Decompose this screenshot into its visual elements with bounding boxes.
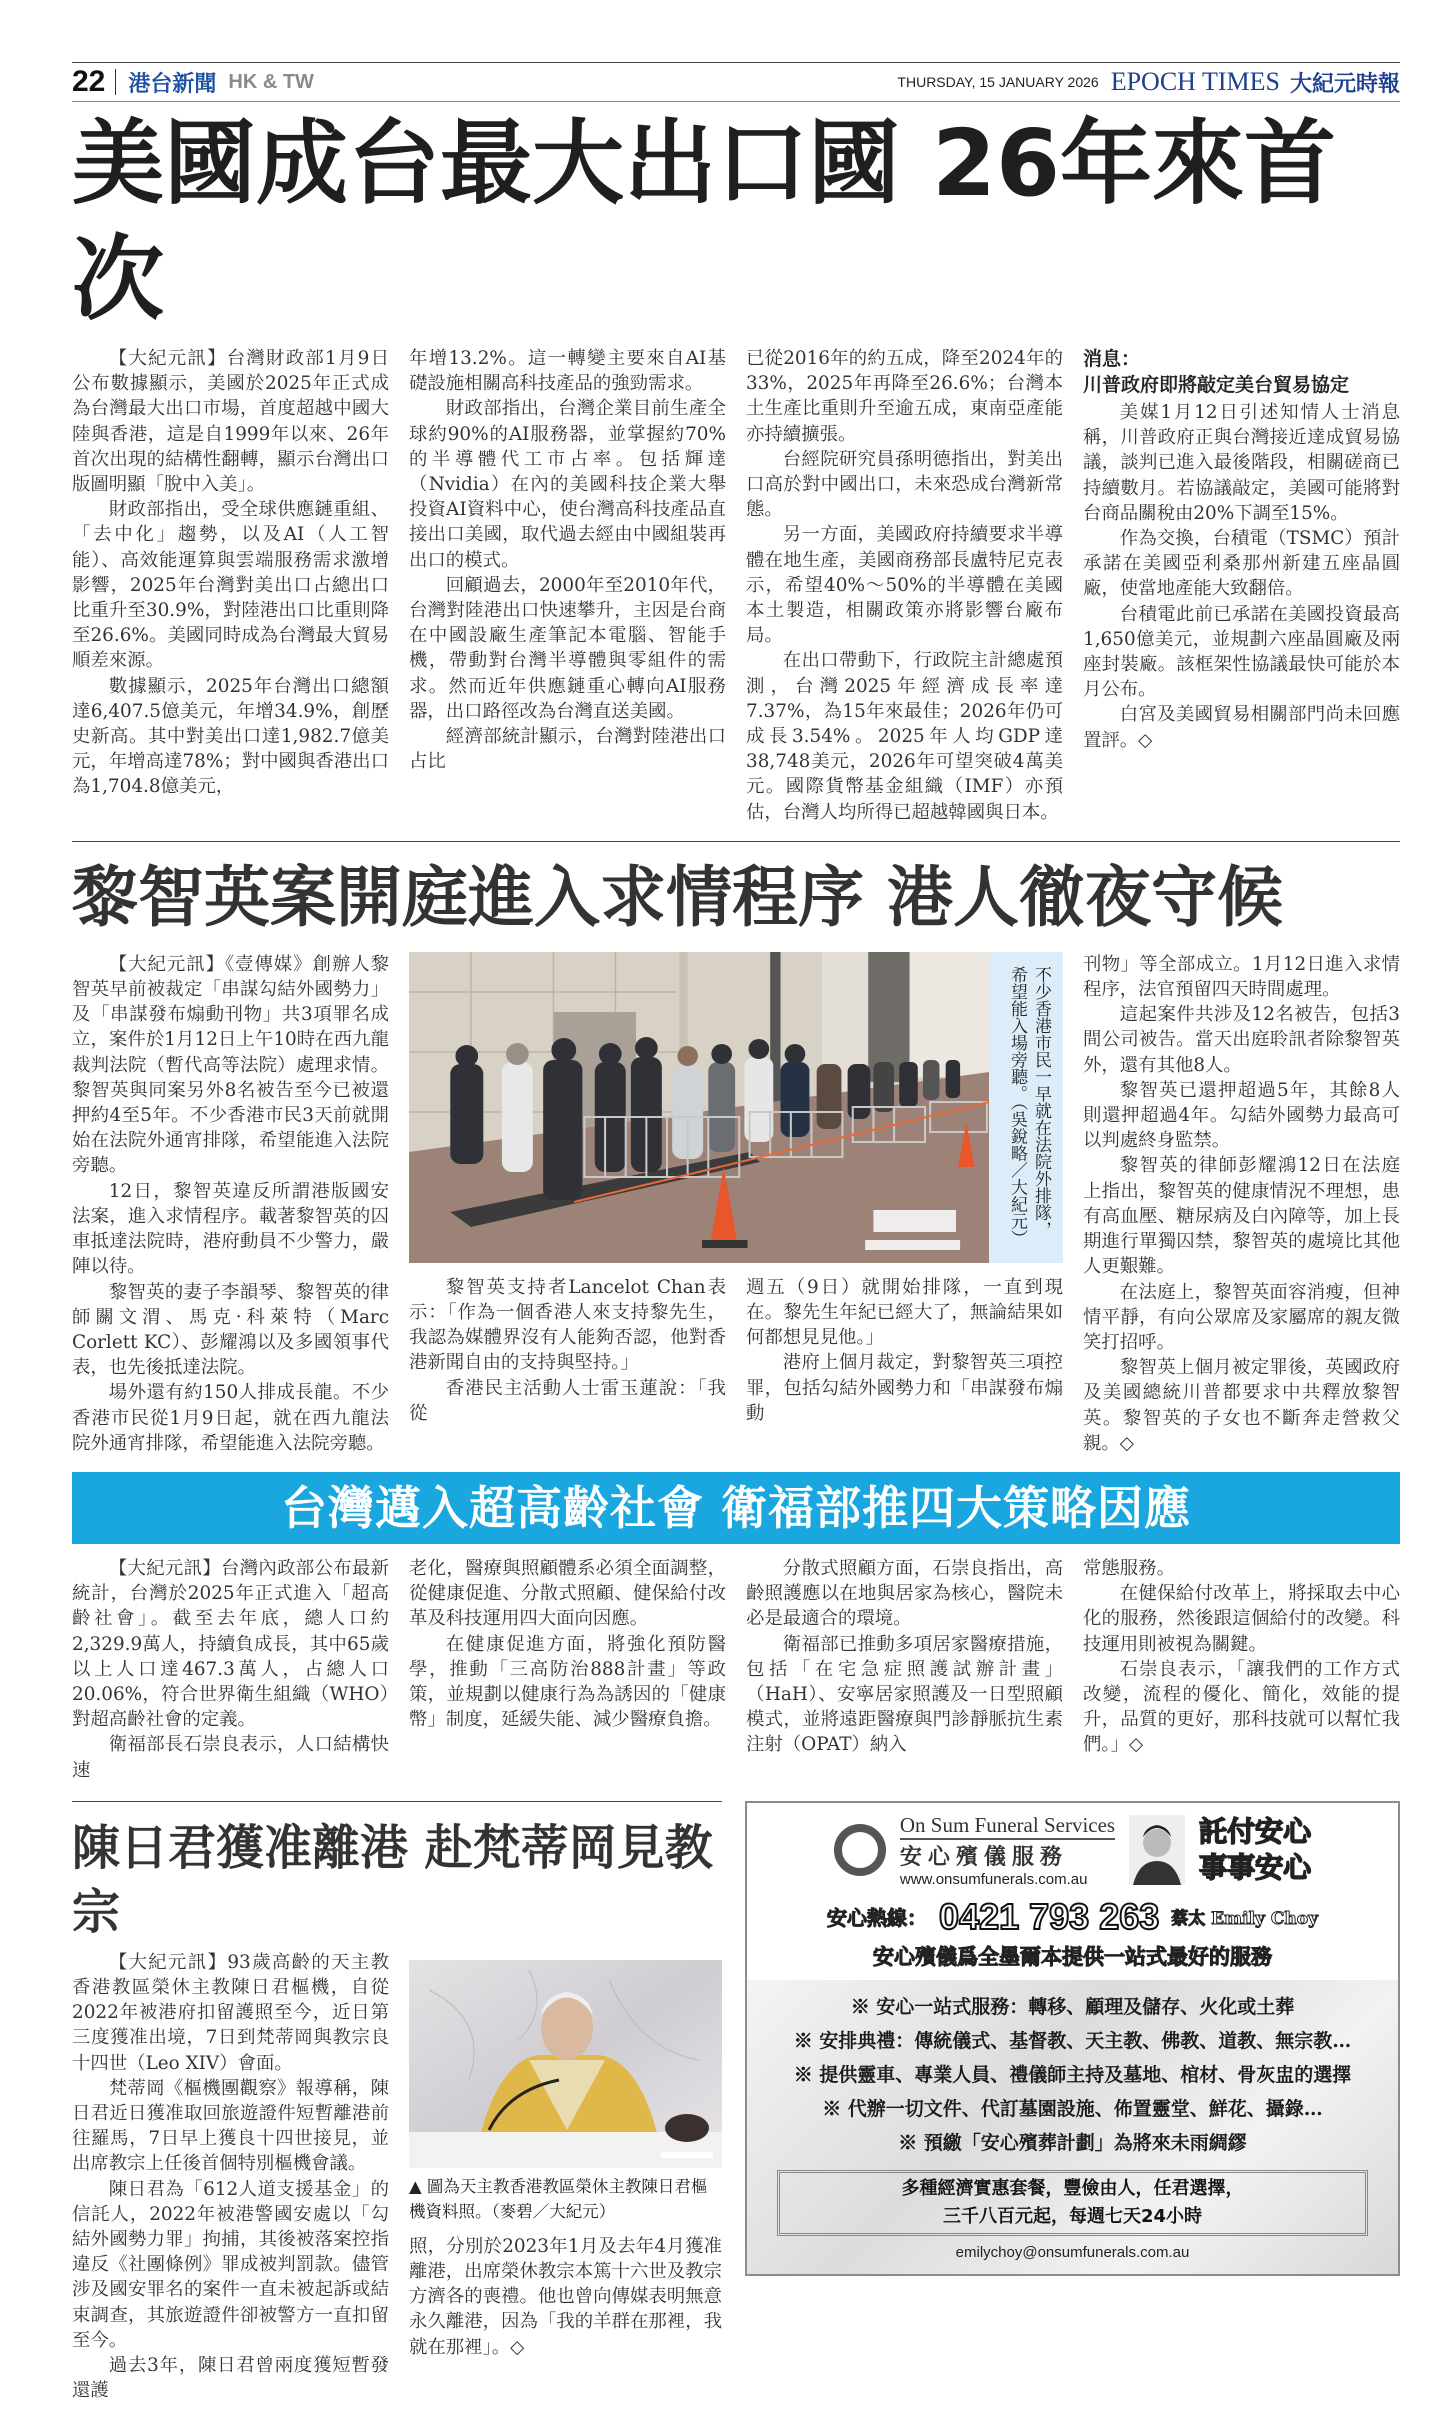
article-paragraph: 經濟部統計顯示，台灣對陸港出口占比 [409,726,726,773]
section-title: 港台新聞 [128,71,217,97]
article2-column-1 [72,952,389,1456]
hotline-label: 安心熱線： [827,1906,928,1931]
article-paragraph: 年增13.2%。這一轉變主要來自AI基礎設施相關高科技產品的強勁需求。 [409,348,726,395]
masthead-en: EPOCH TIMES [1110,67,1280,96]
queue-photo [409,952,989,1263]
article2-middle [409,952,1063,1426]
article-paragraph: 港府上個月裁定，對黎智英三項控罪，包括勾結外國勢力和「串謀發布煽動 [746,1352,1063,1424]
service-item: ※ 安排典禮：傳統儀式、基督教、天主教、佛教、道教、無宗教… [793,2029,1352,2052]
article-paragraph: 常態服務。 [1083,1557,1175,1579]
article-paragraph: 香港民主活動人士雷玉蓮說：「我從 [409,1377,726,1424]
article-paragraph: 黎智英支持者Lancelot Chan表示：「作為一個香港人來支持黎先生，我認為媒體界沒有人能夠否認，他對香港新聞自由的支持與堅持。」 [409,1276,726,1374]
article-paragraph: 石崇良表示，「讓我們的工作方式改變，流程的優化、簡化，效能的提升，品質的更好，那科技就可以幫忙我們。」◇ [1083,1658,1400,1756]
article2-column-2 [409,1275,726,1426]
brand-block [900,1813,1115,1888]
slogan-line-1: 託付安心 [1199,1815,1312,1849]
photo-watermark-logo [865,1210,960,1250]
brand-name-zh: 安心殯儀服務 [899,1844,1068,1870]
article-paragraph: 陳日君為「612人道支援基金」的信託人，2022年被港警國安處以「勾結外國勢力罪」拘捕，其後被落案控指違反《社團條例》罪成被判罰款。儘管涉及國安罪名的案件一直未被起訴或結束調查，其旅遊證件卻被警方一直扣留至今。 [72,2178,389,2351]
headline-article1: 美國成台最大出口國 26年來首次 [72,110,1337,333]
article-paragraph: 數據顯示，2025年台灣出口總額達6,407.5億美元，年增34.9%，創歷史新高。其中對美出口達1,982.7億美元，年增高達78%；對中國與香港出口為1,704.8億美元， [72,675,389,798]
article-paragraph: 【大紀元訊】93歲高齡的天主教香港教區榮休主教陳日君樞機，自從2022年被港府扣留護照至今，近日第三度獲准出境，7日到梵蒂岡與教宗良十四世（Leo XIV）會面。 [72,1951,389,2074]
article-paragraph: 衛福部已推動多項居家醫療措施，包括「在宅急症照護試辦計畫」（HaH）、安寧居家照護及一日型照顧模式，並將遠距醫療與門診靜脈抗生素注射（OPAT）納入 [746,1633,1063,1756]
article4-rule [72,1801,722,1802]
sidebar-kicker: 消息： [1083,348,1141,370]
article-paragraph: 【大紀元訊】台灣內政部公布最新統計，台灣於2025年正式進入「超高齡社會」。截至去年底，總人口約2,329.9萬人，持續負成長，其中65歲以上人口達467.3萬人，占總人口20.06%，符合世界衛生組織（WHO）對超高齡社會的定義。 [72,1557,389,1731]
article-paragraph: 台積電此前已承諾在美國投資最高1,650億美元，並規劃六座晶圓廠及兩座封裝廠。該框架性協議最快可能於本月公布。 [1083,603,1400,701]
photo-caption: 不少香港市民一早就在法院外排隊，希望能入場旁聽。（吳銳略／大紀元） [989,952,1063,1263]
article-paragraph: 【大紀元訊】《壹傳媒》創辦人黎智英早前被裁定「串謀勾結外國勢力」及「串謀發布煽動刊物」共3項罪名成立，案件於1月12日上午10時在西九龍裁判法院（暫代高等法院）處理求情。黎智英與同案另外8名被告至今已被還押約4至5年。不少香港市民3天前就開始在法院外通宵排隊，希望能進入法院旁聽。 [72,953,389,1177]
article-paragraph: 【大紀元訊】台灣財政部1月9日公布數據顯示，美國於2025年正式成為台灣最大出口市場，首度超越中國大陸與香港，這是自1999年以來、26年首次出現的結構性翻轉，顯示台灣出口版圖明顯「脫中入美」。 [72,348,389,496]
masthead-zh: 大紀元時報 [1289,71,1400,97]
article-paragraph: 黎智英的妻子李韻琴、黎智英的律師關文渭、馬克·科萊特（Marc Corlett KC）、彭耀鴻以及多國領事代表，也先後抵達法院。 [72,1281,389,1379]
section-divider [72,841,1400,842]
article4-body [72,1950,722,2404]
article-paragraph: 刊物」等全部成立。1月12日進入求情程序，法官預留四天時間處理。 [1083,953,1400,1001]
queue-photo-image [409,952,989,1263]
article-paragraph: 另一方面，美國政府持續要求半導體在地生產，美國商務部長盧特尼克表示，希望40%～50%的半導體在美國本土製造，相關政策亦將影響台廠布局。 [746,524,1063,647]
article1-column-1 [72,346,389,800]
article-paragraph: 照，分別於2023年1月及去年4月獲准離港，出席榮休教宗本篤十六世及教宗方濟各的喪禮。他也曾向傳媒表明無意永久離港，因為「我的羊群在那裡，我就在那裡」。◇ [409,2235,722,2358]
cardinal-photo [409,1960,722,2168]
service-item: ※ 提供靈車、專業人員、禮儀師主持及墓地、棺材、骨灰盅的選擇 [793,2063,1352,2086]
ad-brand-row [747,1803,1398,1892]
article3-body [72,1556,1400,1783]
article-paragraph: 回顧過去，2000年至2010年代，台灣對陸港出口快速攀升，主因是台商在中國設廠生產筆記本電腦、智能手機，帶動對台灣半導體與零組件的需求。然而近年供應鏈重心轉向AI服務器，出口路徑改為台灣直送美國。 [409,574,726,722]
hotline-phone[interactable]: 0421 793 263 [939,1895,1160,1937]
headline-article2: 黎智英案開庭進入求情程序 港人徹夜守候 [72,858,1283,936]
article2-under-photo [409,1275,1063,1426]
article-paragraph: 老化，醫療與照顧體系必須全面調整，從健康促進、分散式照顧、健保給付改革及科技運用四大面向因應。 [409,1557,726,1630]
article-paragraph: 場外還有約150人排成長龍。不少香港市民從1月9日起，就在西九龍法院外通宵排隊，希望能進入法院旁聽。 [72,1382,389,1454]
article4 [72,1801,722,2404]
headline-article4: 陳日君獲准離港 赴梵蒂岡見教宗 [72,1819,713,1940]
article1-sidebar [1083,346,1400,753]
photo-caption-article4: ▲ 圖為天主教香港教區榮休主教陳日君樞機資料照。（麥碧／大紀元） [409,2176,708,2221]
photo-row [409,952,1063,1263]
article-paragraph: 衛福部長石崇良表示，人口結構快速 [72,1734,389,1781]
article-paragraph: 黎智英上個月被定罪後，英國政府及美國總統川普都要求中共釋放黎智英。黎智英的子女也不斷奔走營救父親。◇ [1083,1357,1400,1454]
article-paragraph: 財政部指出，台灣企業目前生產全球約90%的AI服務器，並掌握約70%的半導體代工市占率。包括輝達（Nvidia）在內的美國科技企業大舉投資AI資料中心，使台灣高科技產品直接出口美國，取代過去經由中國組裝再出口的模式。 [409,398,726,571]
sidebar-body [1083,400,1400,753]
article-paragraph: 在出口帶動下，行政院主計總處預測，台灣2025年經濟成長率達7.37%，為15年來最佳；2026年仍可成長3.54%。2025年人均GDP達38,748美元，2026年可望突破4萬美元。國際貨幣基金組織（IMF）亦預估，台灣人均所得已超越韓國與日本。 [746,650,1063,823]
article3-column-1 [72,1556,389,1783]
divider [115,69,116,95]
service-item: ※ 預繳「安心殯葬計劃」為將來未雨綢繆 [898,2131,1247,2154]
brand-website: www.onsumfunerals.com.au [899,1870,1088,1888]
section-title-en: HK & TW [228,70,314,93]
article-paragraph: 在健保給付改革上，將採取去中心化的服務，然後跟這個給付的改變。科技運用則被視為關鍵。 [1083,1583,1400,1655]
article-paragraph: 這起案件共涉及12名被告，包括3間公司被告。當天出庭聆訊者除黎智英外，還有其他8人。 [1083,1004,1400,1076]
article-paragraph: 週五（9日）就開始排隊，一直到現在。黎先生年紀已經大了，無論結果如何都想見見他。」 [746,1276,1063,1349]
page-number: 22 [72,65,106,98]
article-paragraph: 分散式照顧方面，石崇良指出，高齡照護應以在地與居家為核心，醫院未必是最適合的環境。 [746,1557,1063,1630]
article-paragraph: 台經院研究員孫明德指出，對美出口高於對中國出口，未來恐成台灣新常態。 [746,448,1063,521]
brand-name-en: On Sum Funeral Services [900,1813,1115,1840]
article2-column-3 [746,1275,1063,1426]
cardinal-photo-image [409,1960,722,2168]
article-paragraph: 梵蒂岡《樞機團觀察》報導稱，陳日君近日獲准取回旅遊證件短暫離港前往羅馬，7日早上獲良十四世接見，並出席教宗上任後首個特別樞機會議。 [72,2077,389,2175]
article3-column-4 [1083,1556,1400,1758]
service-item: ※ 安心一站式服務：轉移、顧理及儲存、火化或土葬 [850,1995,1295,2018]
ad-slogan [1199,1814,1311,1886]
article-paragraph: 財政部指出，受全球供應鏈重組、「去中化」趨勢，以及AI（人工智能）、高效能運算與雲端服務需求激增影響，2025年台灣對美出口占總出口比重升至30.9%，對陸港出口比重則降至26.6%。美國同時成為台灣最大貿易順差來源。 [72,499,389,672]
article-paragraph: 已從2016年的約五成，降至2024年的33%，2025年再降至26.6%；台灣本土生產比重則升至逾五成，東南亞產能亦持續擴張。 [746,348,1063,445]
photo-watermark-logo [661,2152,713,2158]
contact-name: 蔡太 Emily Choy [1171,1909,1318,1930]
slogan-line-2: 事事安心 [1199,1851,1312,1885]
article-paragraph: 黎智英的律師彭耀鴻12日在法庭上指出，黎智英的健康情況不理想，患有高血壓、糖尿病及白內障等，加上長期進行單獨囚禁，黎智英的處境比其他人更艱難。 [1083,1155,1400,1278]
article-paragraph: 在法庭上，黎智英面容消瘦，但神情平靜，有向公眾席及家屬席的親友微笑打招呼。 [1083,1281,1400,1353]
article1-body [72,346,1400,825]
article-paragraph: 黎智英已還押超過5年，其餘8人則還押超過4年。勾結外國勢力最高可以判處終身監禁。 [1083,1079,1400,1152]
article4-column-1 [72,1950,389,2404]
service-item: ※ 代辦一切文件、代訂墓園設施、佈置靈堂、鮮花、攝錄… [822,2097,1323,2120]
package-box [777,2170,1368,2236]
article1-column-2 [409,346,726,774]
issue-date: THURSDAY, 15 JANUARY 2026 [897,74,1099,90]
article-paragraph: 過去3年，陳日君曾兩度獲短暫發還護 [72,2355,389,2402]
ad-tagline: 安心殯儀爲全墨爾本提供一站式最好的服務 [873,1943,1272,1969]
article-paragraph: 在健康促進方面，將強化預防醫學，推動「三高防治888計畫」等政策，並規劃以健康行為為誘因的「健康幣」制度，延緩失能、減少醫療負擔。 [409,1633,726,1731]
hotline-row [747,1892,1398,1942]
contact-portrait [1129,1815,1185,1885]
funeral-service-ad [745,1801,1400,2276]
article-paragraph: 12日，黎智英違反所謂港版國安法案，進入求情程序。載著黎智英的囚車抵達法院時，港府動員不少警力，嚴陣以待。 [72,1180,389,1278]
brand-logo-icon [834,1824,886,1876]
article2-body [72,952,1400,1456]
package-line-2: 三千八百元起，每週七天24小時 [942,2205,1203,2227]
page-header [72,63,1400,101]
article4-column-2 [409,2234,722,2360]
article-paragraph: 作為交換，台積電（TSMC）預計承諾在美國亞利桑那州新建五座晶圓廠，使當地產能大致翻倍。 [1083,528,1400,600]
article-paragraph: 白宮及美國貿易相關部門尚未回應置評。◇ [1083,704,1400,751]
ad-services-panel [747,1980,1398,2274]
article4-right [409,1950,722,2360]
package-line-1: 多種經濟實惠套餐，豐儉由人，任君選擇， [901,2177,1244,2199]
article3-column-2 [409,1556,726,1732]
article-paragraph: 美媒1月12日引述知情人士消息稱，川普政府正與台灣接近達成貿易協議，談判已進入最後階段，相關磋商已持續數月。若協議敲定，美國可能將對台商品關稅由20%下調至15%。 [1083,402,1400,524]
article2-column-4 [1083,952,1400,1456]
headline-banner-article3: 台灣邁入超高齡社會 衛福部推四大策略因應 [72,1472,1400,1544]
article3-column-3 [746,1556,1063,1758]
article1-column-3 [746,346,1063,825]
newspaper-page [72,0,1400,2433]
sidebar-title: 川普政府即將敲定美台貿易協定 [1083,374,1350,396]
ad-email[interactable]: emilychoy@onsumfunerals.com.au [955,2243,1190,2261]
bottom-section [72,1801,1400,2404]
header-rule [72,101,1400,102]
